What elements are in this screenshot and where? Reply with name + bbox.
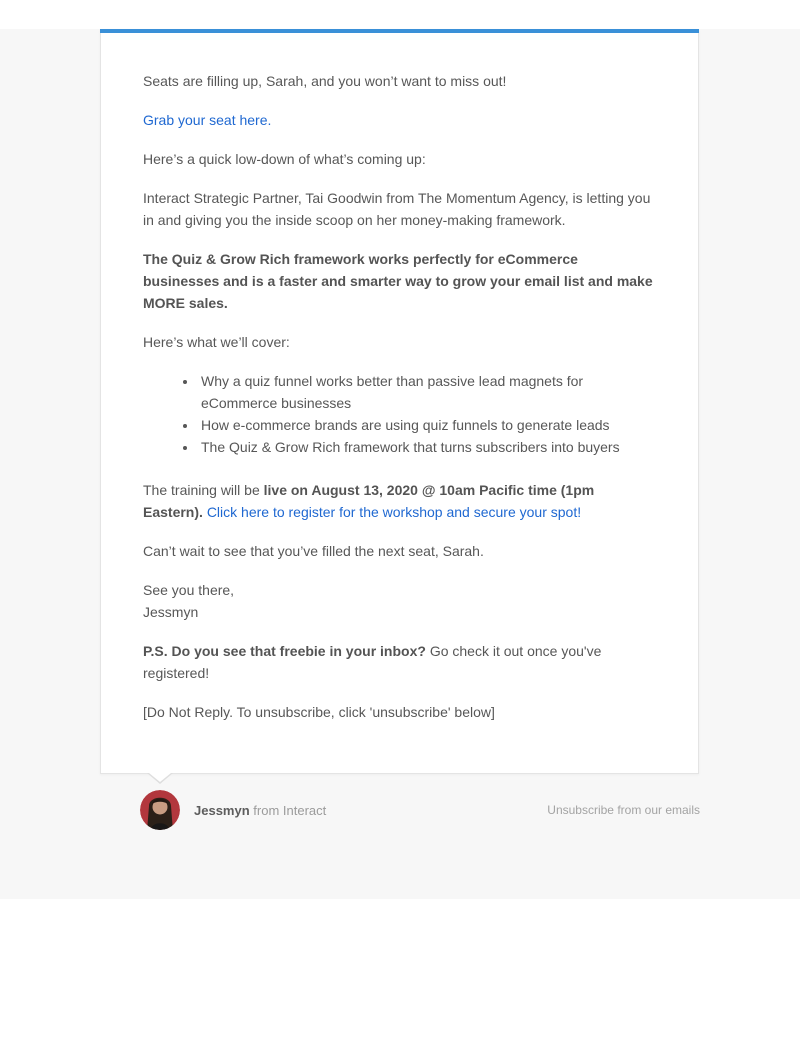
signoff-name: Jessmyn: [143, 604, 199, 620]
email-body: [101, 33, 698, 773]
paragraph-framework: [143, 248, 656, 314]
paragraph-cover-intro: Here’s what we’ll cover:: [143, 334, 290, 350]
training-bold-text: live on August 13, 2020 @ 10am Pacific time (1pm Eastern).: [143, 482, 595, 520]
avatar-image: [140, 790, 180, 830]
paragraph-partner-intro: Interact Strategic Partner, Tai Goodwin from The Momentum Agency, is letting you in and giving you the inside scoop on her money-making framework.: [143, 190, 651, 228]
framework-bold-text: The Quiz & Grow Rich framework works perfectly for eCommerce businesses and is a faster and smarter way to grow your email list and make MORE sales.: [143, 251, 653, 311]
email-preview-background: [0, 29, 800, 899]
list-item: • How e-commerce brands are using quiz funnels to generate leads: [198, 414, 656, 436]
paragraph-cant-wait: Can’t wait to see that you’ve filled the next seat, Sarah.: [143, 543, 484, 559]
list-item: • Why a quiz funnel works better than passive lead magnets for eCommerce businesses: [198, 370, 656, 414]
paragraph-ps: [143, 640, 656, 684]
register-link[interactable]: Click here to register for the workshop and secure your spot!: [206, 504, 582, 520]
paragraph-do-not-reply: [Do Not Reply. To unsubscribe, click 'unsubscribe' below]: [143, 704, 495, 720]
unsubscribe-link[interactable]: Unsubscribe from our emails: [547, 803, 700, 817]
grab-seat-link[interactable]: Grab your seat here.: [143, 112, 272, 128]
paragraph-signoff: [143, 579, 656, 623]
ps-rest-text: Go check it out once you've registered!: [143, 643, 602, 681]
sender-name: Jessmyn: [194, 802, 250, 818]
paragraph-low-down: Here’s a quick low-down of what’s coming up:: [143, 151, 426, 167]
card-tail: [149, 773, 171, 782]
sender-label: [194, 803, 326, 818]
sender-from: from Interact: [253, 802, 327, 818]
sender-avatar: [140, 790, 180, 830]
email-card: [100, 29, 699, 774]
paragraph-greeting: Seats are filling up, Sarah, and you won’t want to miss out!: [143, 73, 507, 89]
signoff-line: See you there,: [143, 582, 235, 598]
training-pre-text: The training will be: [143, 482, 260, 498]
paragraph-grab-seat: [143, 109, 656, 131]
ps-bold-text: P.S. Do you see that freebie in your inbox?: [143, 643, 426, 659]
email-footer: [100, 790, 700, 830]
paragraph-training: [143, 479, 656, 523]
covers-list: [143, 370, 656, 458]
list-item: • The Quiz & Grow Rich framework that turns subscribers into buyers: [198, 436, 656, 458]
